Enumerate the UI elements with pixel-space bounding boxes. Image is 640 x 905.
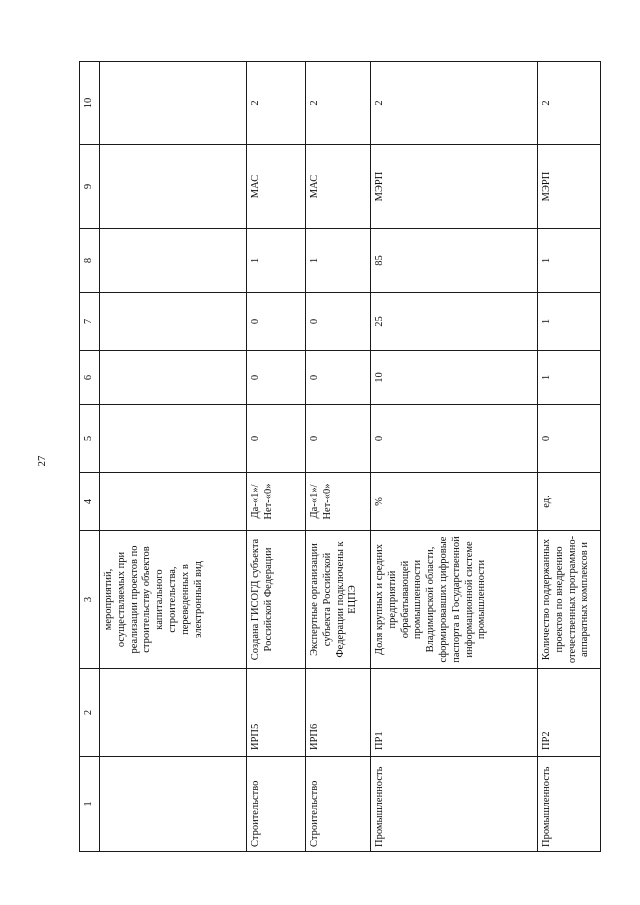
table-row bbox=[306, 62, 371, 852]
table-cell-value: 1 bbox=[306, 229, 371, 293]
column-header: 9 bbox=[80, 145, 100, 229]
table-cell-code: ИРП5 bbox=[247, 669, 306, 757]
table-row bbox=[371, 62, 538, 852]
column-header: 8 bbox=[80, 229, 100, 293]
table-cell-value: 25 bbox=[371, 293, 538, 351]
table-row bbox=[247, 62, 306, 852]
table-cell-value: 0 bbox=[538, 405, 601, 473]
table-cell-responsible: МАС bbox=[306, 145, 371, 229]
column-header: 6 bbox=[80, 351, 100, 405]
table-cell-value: 2 bbox=[247, 62, 306, 145]
table-cell-value: 0 bbox=[306, 351, 371, 405]
table-cell-unit bbox=[100, 473, 247, 531]
table-row bbox=[538, 62, 601, 852]
table-cell-value: 1 bbox=[538, 229, 601, 293]
table-cell-value: 0 bbox=[371, 405, 538, 473]
table-cell-unit: Да-«1»/ Нет-«0» bbox=[247, 473, 306, 531]
column-header: 5 bbox=[80, 405, 100, 473]
table-cell-sector: Строительство bbox=[247, 757, 306, 852]
column-header: 1 bbox=[80, 757, 100, 852]
table-cell-responsible: МЭРП bbox=[371, 145, 538, 229]
rotated-table-sheet bbox=[79, 62, 591, 852]
table-cell-code: ИРП6 bbox=[306, 669, 371, 757]
table-cell-code: ПР1 bbox=[371, 669, 538, 757]
table-cell-indicator: Создана ГИСОГД субъекта Российской Федерации bbox=[247, 531, 306, 669]
table-cell-value: 0 bbox=[306, 405, 371, 473]
table-cell-value: 10 bbox=[371, 351, 538, 405]
column-header: 2 bbox=[80, 669, 100, 757]
table-cell-value: 2 bbox=[371, 62, 538, 145]
table-cell-responsible bbox=[100, 145, 247, 229]
table-cell-indicator: мероприятий, осуществляемых при реализации проектов по строительству объектов капитального строительства, переведенных в электронный вид bbox=[100, 531, 247, 669]
table-cell-value: 0 bbox=[247, 293, 306, 351]
table-cell-responsible: МАС bbox=[247, 145, 306, 229]
table-header-row bbox=[80, 62, 100, 852]
table-cell-unit: ед. bbox=[538, 473, 601, 531]
column-header: 3 bbox=[80, 531, 100, 669]
table-cell-value bbox=[100, 293, 247, 351]
table-cell-indicator: Количество поддержанных проектов по внедрению отечественных программно-аппаратных комплексов и bbox=[538, 531, 601, 669]
table-cell-value: 1 bbox=[247, 229, 306, 293]
table-cell-value: 1 bbox=[538, 293, 601, 351]
table-cell-responsible: МЭРП bbox=[538, 145, 601, 229]
table-cell-value bbox=[100, 229, 247, 293]
table-cell-value: 0 bbox=[247, 405, 306, 473]
indicators-table bbox=[79, 61, 601, 852]
column-header: 7 bbox=[80, 293, 100, 351]
table-cell-sector: Промышленность bbox=[538, 757, 601, 852]
table-cell-value: 0 bbox=[247, 351, 306, 405]
table-cell-unit: % bbox=[371, 473, 538, 531]
table-cell-value: 0 bbox=[306, 293, 371, 351]
table-cell-value bbox=[100, 62, 247, 145]
table-cell-code bbox=[100, 669, 247, 757]
page-number: 27 bbox=[36, 455, 48, 467]
table-cell-value: 1 bbox=[538, 351, 601, 405]
table-cell-sector: Промышленность bbox=[371, 757, 538, 852]
table-cell-value: 85 bbox=[371, 229, 538, 293]
table-cell-value bbox=[100, 405, 247, 473]
column-header: 10 bbox=[80, 62, 100, 145]
table-cell-indicator: Экспертные организации субъекта Российской Федерации подключены к ЕЦПЭ bbox=[306, 531, 371, 669]
table-cell-sector: Строительство bbox=[306, 757, 371, 852]
table-cell-value bbox=[100, 351, 247, 405]
table-cell-value: 2 bbox=[538, 62, 601, 145]
table-row bbox=[100, 62, 247, 852]
table-cell-sector bbox=[100, 757, 247, 852]
table-cell-value: 2 bbox=[306, 62, 371, 145]
table-cell-code: ПР2 bbox=[538, 669, 601, 757]
table-cell-indicator: Доля крупных и средних предприятий обрабатывающей промышленности Владимирской области, сформировавших цифровые паспорта в Государственной информационной системе промышленности bbox=[371, 531, 538, 669]
column-header: 4 bbox=[80, 473, 100, 531]
table-cell-unit: Да-«1»/ Нет-«0» bbox=[306, 473, 371, 531]
